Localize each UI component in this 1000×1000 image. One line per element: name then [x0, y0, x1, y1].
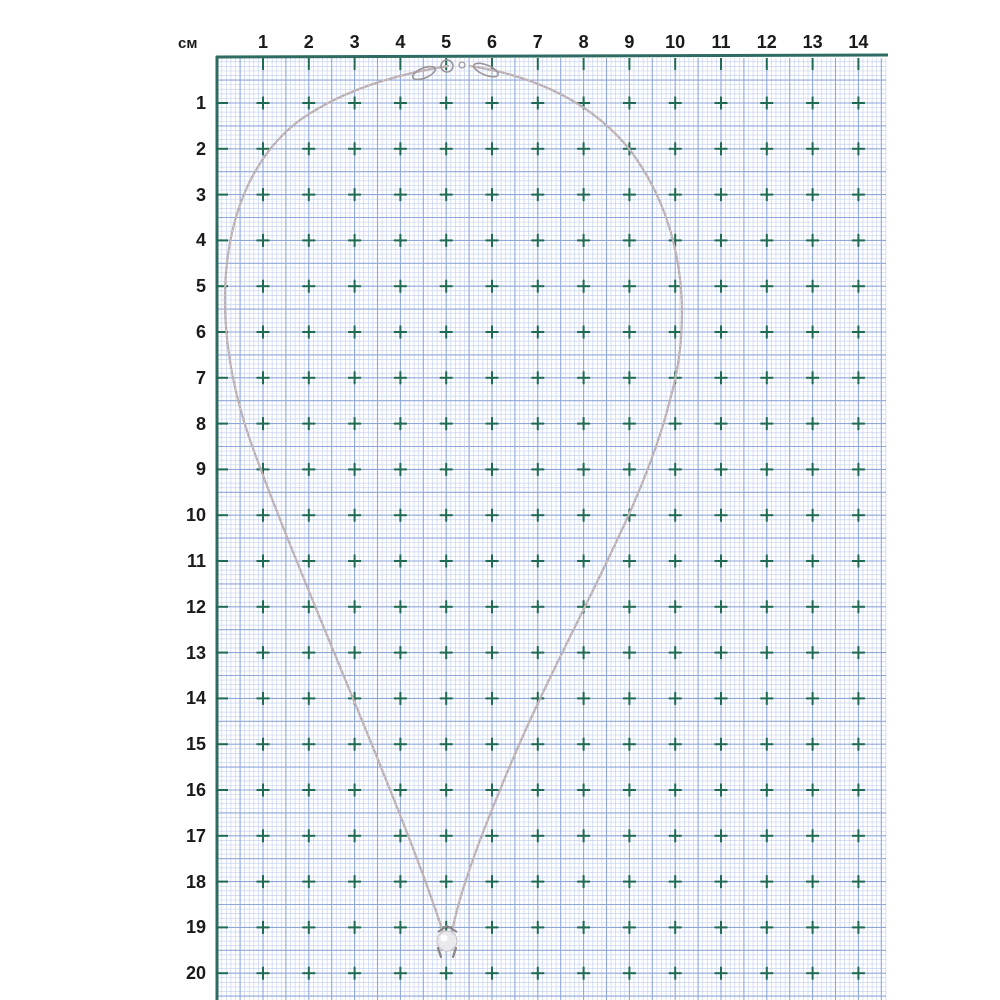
row-label: 6	[195, 322, 206, 342]
column-label: 11	[711, 32, 731, 52]
row-label: 18	[185, 871, 206, 892]
column-label: 12	[756, 32, 777, 52]
row-label: 7	[195, 367, 206, 388]
chain-links	[225, 66, 682, 932]
row-label: 19	[185, 917, 206, 938]
top-frame-line	[216, 55, 888, 57]
row-label: 20	[185, 963, 206, 984]
column-label: 9	[624, 32, 635, 52]
row-label: 11	[186, 551, 206, 571]
row-label: 5	[195, 276, 206, 297]
row-label: 13	[185, 642, 206, 663]
row-label: 12	[185, 596, 206, 617]
unit-label: см	[178, 35, 198, 52]
necklace-chain	[225, 66, 682, 932]
column-label: 5	[441, 32, 452, 52]
pendant-stone	[437, 926, 457, 957]
row-label: 16	[185, 780, 206, 800]
row-label: 10	[185, 505, 206, 526]
row-label: 8	[195, 413, 206, 434]
row-label: 15	[185, 734, 206, 755]
column-label: 3	[349, 32, 360, 52]
column-label: 13	[802, 32, 823, 52]
row-label: 4	[195, 230, 206, 251]
column-label: 2	[303, 32, 314, 52]
row-label: 3	[195, 184, 206, 205]
row-label: 1	[195, 93, 206, 113]
row-label: 17	[185, 825, 206, 846]
row-label: 2	[195, 138, 206, 159]
column-label: 7	[532, 32, 543, 52]
column-label: 14	[848, 32, 869, 52]
row-label: 9	[195, 459, 206, 480]
column-label: 6	[486, 32, 498, 52]
column-label: 1	[257, 32, 269, 52]
column-label: 8	[578, 32, 589, 52]
column-label: 4	[395, 32, 406, 52]
row-label: 14	[185, 688, 206, 709]
column-label: 10	[665, 32, 686, 52]
